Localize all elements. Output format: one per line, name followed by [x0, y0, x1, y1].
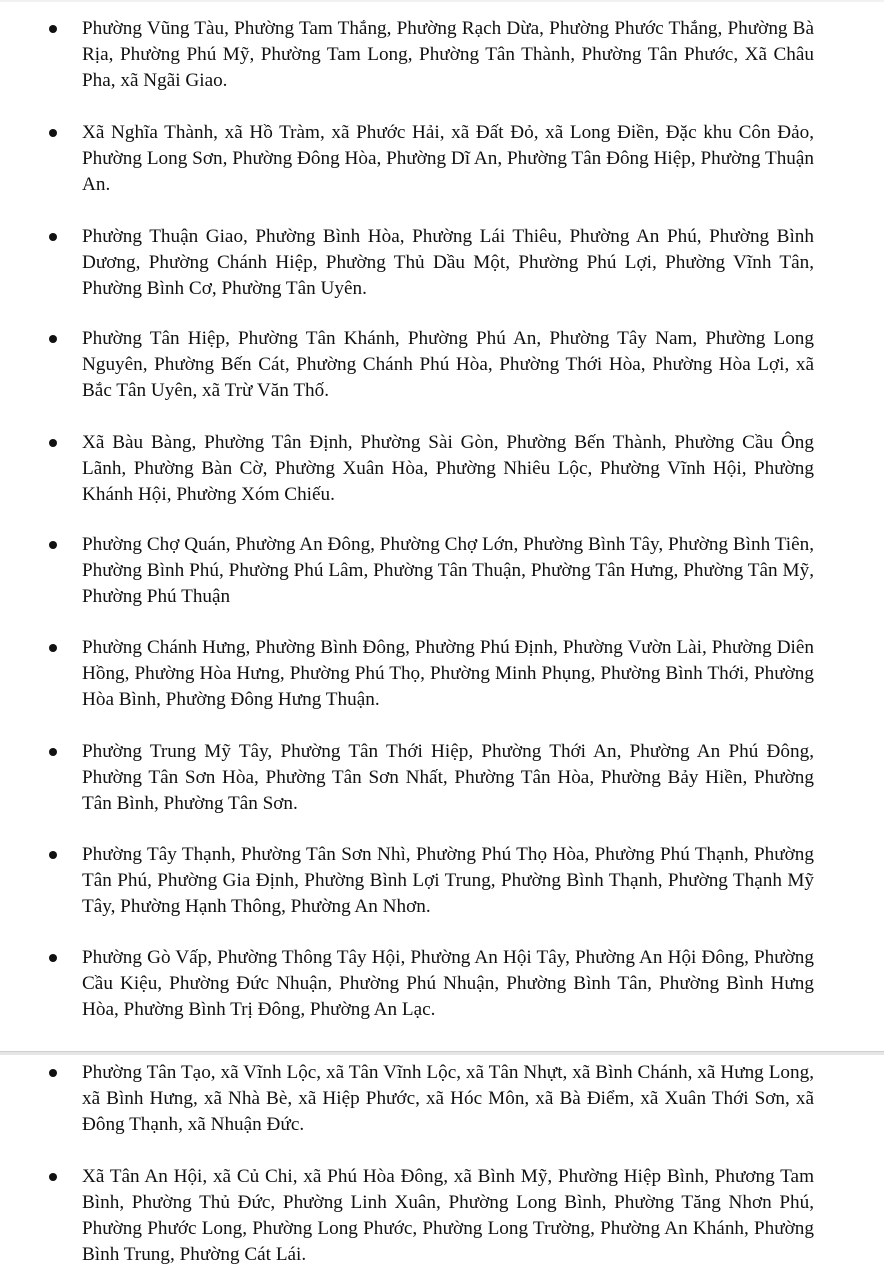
bullet-icon: [49, 954, 57, 962]
bullet-icon: [49, 439, 57, 447]
list-item-text: Phường Trung Mỹ Tây, Phường Tân Thới Hiệp, Phường Thới An, Phường An Phú Đông, Phường Tân Sơn Hòa, Phường Tân Sơn Nhất, Phường Tân Hòa, Phường Bảy Hiền, Phường Tân Bình, Phường Tân Sơn.: [82, 741, 814, 814]
list-item: [0, 739, 884, 842]
list-item: [0, 430, 884, 532]
list-item: [0, 1164, 884, 1272]
list-item: [0, 224, 884, 326]
page-break-divider: [0, 1051, 884, 1055]
bullet-icon: [49, 541, 57, 549]
bullet-icon: [49, 1069, 57, 1077]
list-item: [0, 532, 884, 635]
list-item-text: Xã Nghĩa Thành, xã Hồ Tràm, xã Phước Hải, xã Đất Đỏ, xã Long Điền, Đặc khu Côn Đảo, Phường Long Sơn, Phường Đông Hòa, Phường Dĩ An, Phường Tân Đông Hiệp, Phường Thuận An.: [82, 122, 814, 195]
bullet-icon: [49, 233, 57, 241]
list-item: [0, 842, 884, 945]
bullet-icon: [49, 748, 57, 756]
bullet-icon: [49, 25, 57, 33]
list-item-text: Phường Chánh Hưng, Phường Bình Đông, Phường Phú Định, Phường Vườn Lài, Phường Diên Hồng, Phường Hòa Hưng, Phường Phú Thọ, Phường Minh Phụng, Phường Bình Thới, Phường Hòa Bình, Phường Đông Hưng Thuận.: [82, 637, 814, 710]
bullet-icon: [49, 1173, 57, 1181]
list-item-text: Xã Bàu Bàng, Phường Tân Định, Phường Sài Gòn, Phường Bến Thành, Phường Cầu Ông Lãnh, Phường Bàn Cờ, Phường Xuân Hòa, Phường Nhiêu Lộc, Phường Vĩnh Hội, Phường Khánh Hội, Phường Xóm Chiếu.: [82, 432, 814, 505]
bullet-list-page-1: [0, 16, 884, 1025]
list-item: [0, 635, 884, 739]
bullet-icon: [49, 129, 57, 137]
list-item: [0, 120, 884, 224]
list-item-text: Phường Thuận Giao, Phường Bình Hòa, Phường Lái Thiêu, Phường An Phú, Phường Bình Dương, Phường Chánh Hiệp, Phường Thủ Dầu Một, Phường Phú Lợi, Phường Vĩnh Tân, Phường Bình Cơ, Phường Tân Uyên.: [82, 226, 814, 299]
list-item-text: Phường Tân Hiệp, Phường Tân Khánh, Phường Phú An, Phường Tây Nam, Phường Long Nguyên, Phường Bến Cát, Phường Chánh Phú Hòa, Phường Thới Hòa, Phường Hòa Lợi, xã Bắc Tân Uyên, xã Trừ Văn Thố.: [82, 328, 814, 401]
top-edge: [0, 0, 884, 2]
list-item-text: Phường Chợ Quán, Phường An Đông, Phường Chợ Lớn, Phường Bình Tây, Phường Bình Tiên, Phường Bình Phú, Phường Phú Lâm, Phường Tân Thuận, Phường Tân Hưng, Phường Tân Mỹ, Phường Phú Thuận: [82, 534, 814, 607]
list-item-text: Phường Vũng Tàu, Phường Tam Thắng, Phường Rạch Dừa, Phường Phước Thắng, Phường Bà Rịa, Phường Phú Mỹ, Phường Tam Long, Phường Tân Thành, Phường Tân Phước, Xã Châu Pha, xã Ngãi Giao.: [82, 18, 814, 91]
list-item-text: Phường Tân Tạo, xã Vĩnh Lộc, xã Tân Vĩnh Lộc, xã Tân Nhựt, xã Bình Chánh, xã Hưng Long, xã Bình Hưng, xã Nhà Bè, xã Hiệp Phước, xã Hóc Môn, xã Bà Điểm, xã Xuân Thới Sơn, xã Đông Thạnh, xã Nhuận Đức.: [82, 1062, 814, 1135]
list-item: [0, 945, 884, 1025]
list-item: [0, 326, 884, 430]
bullet-list-page-2: [0, 1060, 884, 1272]
list-item: [0, 16, 884, 120]
list-item-text: Xã Tân An Hội, xã Củ Chi, xã Phú Hòa Đông, xã Bình Mỹ, Phường Hiệp Bình, Phương Tam Bình, Phường Thủ Đức, Phường Linh Xuân, Phường Long Bình, Phường Tăng Nhơn Phú, Phường Phước Long, Phường Long Phước, Phường Long Trường, Phường An Khánh, Phường Bình Trung, Phường Cát Lái.: [82, 1166, 814, 1265]
bullet-icon: [49, 851, 57, 859]
list-item-text: Phường Tây Thạnh, Phường Tân Sơn Nhì, Phường Phú Thọ Hòa, Phường Phú Thạnh, Phường Tân Phú, Phường Gia Định, Phường Bình Lợi Trung, Phường Bình Thạnh, Phường Thạnh Mỹ Tây, Phường Hạnh Thông, Phường An Nhơn.: [82, 844, 814, 917]
list-item-text: Phường Gò Vấp, Phường Thông Tây Hội, Phường An Hội Tây, Phường An Hội Đông, Phường Cầu Kiệu, Phường Đức Nhuận, Phường Phú Nhuận, Phường Bình Tân, Phường Bình Hưng Hòa, Phường Bình Trị Đông, Phường An Lạc.: [82, 947, 814, 1020]
bullet-icon: [49, 644, 57, 652]
list-item: [0, 1060, 884, 1164]
bullet-icon: [49, 335, 57, 343]
